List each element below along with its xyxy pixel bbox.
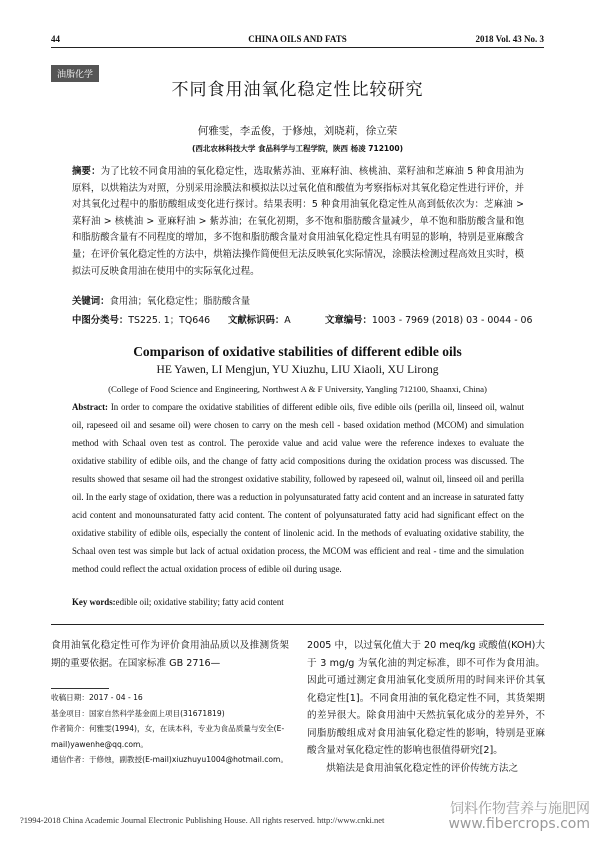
page-number: 44 (51, 34, 60, 44)
doc-value: A (284, 315, 291, 326)
authors-en: HE Yawen, LI Mengjun, YU Xiuzhu, LIU Xiaoli, XU Lirong (156, 364, 439, 376)
footnotes (51, 690, 289, 768)
article-number (325, 312, 533, 326)
body-left-paragraph: 食用油氧化稳定性可作为评价食用油品质以及推测货架期的重要依据。在国家标准 GB 2716— (51, 640, 289, 669)
article-label: 文章编号： (325, 315, 372, 326)
keywords-cn-label: 关键词： (72, 296, 110, 307)
body-right (307, 637, 545, 777)
body-right-paragraph: 2005 中，以过氧化值大于 20 meq/kg 或酸值(KOH)大于 3 mg/g 为氧化油的判定标准，即不可作为食用油。因此可通过测定食用油氧化变质所用的时间来评价其氧化稳定性[1]。不同食用油的氧化稳定性不同，其货架期的差异很大。除食用油中天然抗氧化成分的差异外，不同脂肪酸组成对食用油氧化稳定性的影响，特别是亚麻酸含量对氧化稳定性的影响也很值得研究[2]。 (307, 640, 545, 756)
keywords-cn-text: 食用油；氧化稳定性；脂肪酸含量 (109, 296, 251, 307)
abstract-en (72, 398, 524, 578)
affiliation-en: (College of Food Science and Engineering, Northwest A & F University, Yangling 712100, Shaanxi, China) (108, 384, 487, 394)
authors-cn: 何雅雯，李孟俊，于修烛，刘晓莉，徐立荣 (197, 125, 398, 137)
keywords-cn (72, 293, 250, 307)
footnote-corresponding: 通信作者：于修烛，副教授(E-mail)xiuzhuyu1004@hotmail.com。 (51, 755, 289, 765)
doc-code (228, 312, 291, 326)
clc-value: TS225. 1；TQ646 (128, 315, 211, 326)
keywords-en (72, 597, 284, 607)
doc-label: 文献标识码： (228, 315, 285, 326)
keywords-en-text: edible oil; oxidative stability; fatty acid content (115, 597, 284, 607)
footnote-received: 收稿日期：2017 - 04 - 16 (51, 693, 143, 702)
section-divider (51, 624, 544, 625)
abstract-en-text: In order to compare the oxidative stabilities of different edible oils, five edible oils (perilla oil, linseed oil, walnut oil, rapeseed oil and sesame oil) were chosen to carry on the mesh cell - based oxidation method (MCOM) and simulation method with Schaal oven test as control. The peroxide value and acid value were the reference indexes to evaluate the oxidative stability of edible oils, and the change of fatty acid compositions during the oxidation process was discussed. The results showed that sesame oil had the strongest oxidative stability, followed by rapeseed oil, walnut oil, linseed oil and perilla oil. In the early stage of oxidation, there was a reduction in polyunsaturated fatty acid content and an increase in saturated fatty acid content and monounsaturated fatty acid content. The content of polyunsaturated fatty acid had significant effect on the oxidative stability of edible oils, especially the content of linolenic acid. In the methods of evaluating oxidative stability, the Schaal oven test was simple but lack of actual oxidation process, the MCOM was efficient and real - time and the simulation method could reflect the actual oxidation process of edible oil during usage. (72, 402, 524, 574)
title-en: Comparison of oxidative stabilities of different edible oils (133, 344, 462, 359)
copyright-footer: ?1994-2018 China Academic Journal Electronic Publishing House. All rights reserved. http://www.cnki.net (20, 815, 385, 825)
body-right-paragraph-2: 烘箱法是食用油氧化稳定性的评价传统方法之 (326, 762, 519, 774)
abstract-en-label: Abstract: (72, 402, 108, 412)
title-cn: 不同食用油氧化稳定性比较研究 (171, 80, 424, 100)
clc-label: 中图分类号： (72, 315, 129, 326)
clc-number (72, 312, 210, 326)
watermark: 饲料作物营养与施肥网 www.fibercrops.com (448, 801, 590, 832)
abstract-cn-text: 为了比较不同食用油的氧化稳定性，选取紫苏油、亚麻籽油、核桃油、菜籽油和芝麻油 5 种食用油为原料，以烘箱法为对照，分别采用涂膜法和模拟法以过氧化值和酸值为考察指标对其氧化稳定性进行评价，并对其氧化过程中的脂肪酸组成变化进行探讨。结果表明：5 种食用油氧化稳定性从高到低依次为：芝麻油 > 菜籽油 > 核桃油 > 亚麻籽油 > 紫苏油；在氧化初期，多不饱和脂肪酸含量减少，单不饱和脂肪酸含量和饱和脂肪酸含量有不同程度的增加，多不饱和脂肪酸含量对食用油氧化稳定性具有明显的影响，特别是亚麻酸含量；在评价氧化稳定性的方法中，烘箱法操作简便但无法反映氧化实际情况，涂膜法检测过程高效且实时，模拟法可反映食用油在使用中的实际氧化过程。 (72, 166, 524, 277)
article-value: 1003 - 7969 (2018) 03 - 0044 - 06 (371, 315, 533, 326)
footnote-rule (51, 688, 109, 689)
abstract-cn-label: 摘要： (72, 166, 101, 177)
footnote-fund: 基金项目：国家自然科学基金面上项目(31671819) (51, 708, 225, 718)
affiliation-cn: (西北农林科技大学 食品科学与工程学院，陕西 杨凌 712100) (192, 144, 403, 153)
header-rule (51, 47, 544, 48)
volume-issue: 2018 Vol. 43 No. 3 (475, 34, 544, 44)
abstract-cn (72, 164, 524, 280)
section-tag: 油脂化学 (51, 65, 99, 82)
journal-name: CHINA OILS AND FATS (248, 34, 347, 44)
footnote-author: 作者简介：何雅雯(1994)，女，在读本科，专业为食品质量与安全(E-mail)yawenhe@qq.com。 (51, 724, 285, 749)
keywords-en-label: Key words: (72, 597, 116, 607)
